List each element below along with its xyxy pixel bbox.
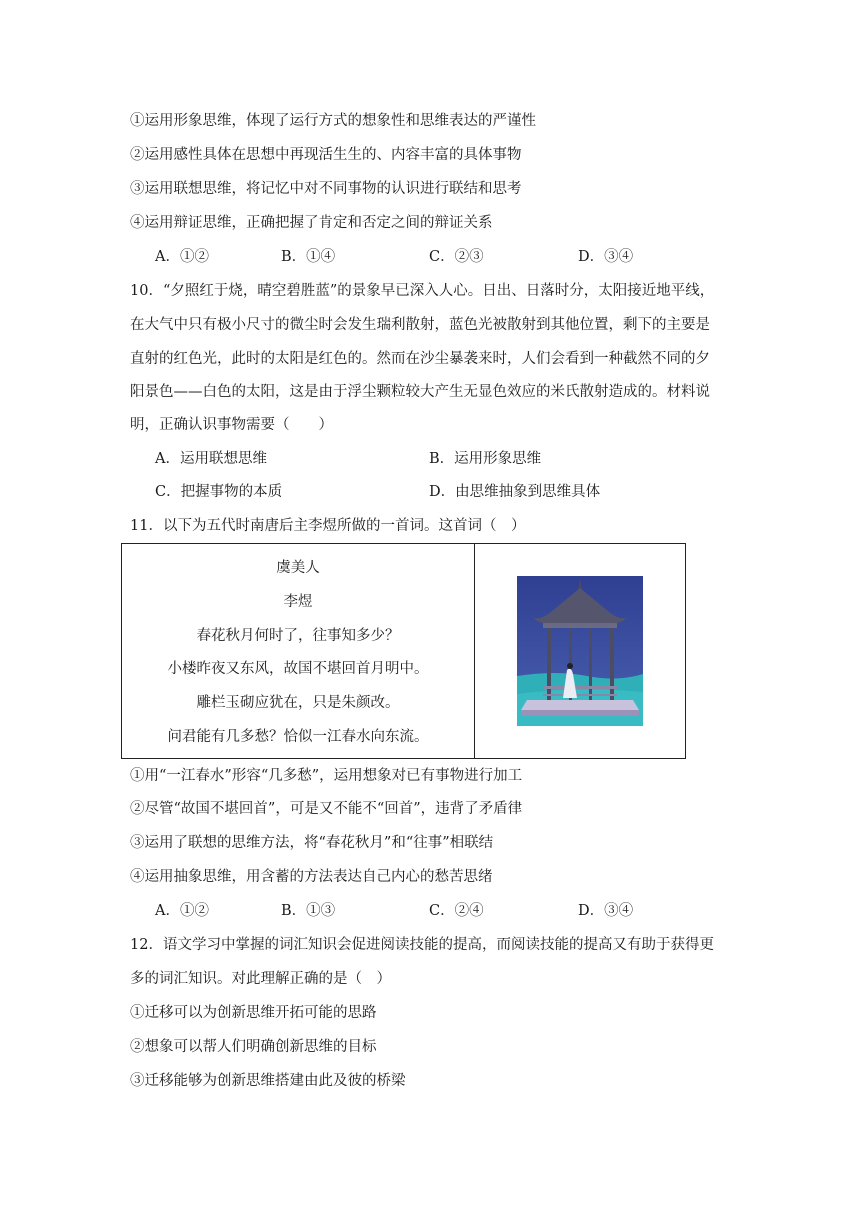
q9-choice-a: A．①② — [155, 249, 209, 265]
q12-option-2: ②想象可以帮人们明确创新思维的目标 — [130, 1039, 377, 1055]
q9-option-1: ①运用形象思维，体现了运行方式的想象性和思维表达的严谨性 — [130, 113, 536, 129]
q9-choice-d: D．③④ — [578, 249, 634, 265]
poem-line-2: 小楼昨夜又东风，故国不堪回首月明中。 — [167, 661, 429, 677]
poem-table — [121, 543, 686, 759]
q11-option-1: ①用“一江春水”形容“几多愁”，运用想象对已有事物进行加工 — [130, 768, 523, 784]
q11-choice-c: C．②④ — [429, 903, 484, 919]
q11-option-4: ④运用抽象思维，用含蓄的方法表达自己内心的愁苦思绪 — [130, 869, 493, 885]
q9-option-4: ④运用辩证思维，正确把握了肯定和否定之间的辩证关系 — [130, 215, 493, 231]
q10-stem-line-1: 10．“夕照红于烧，晴空碧胜蓝”的景象早已深入人心。日出、日落时分，太阳接近地平线， — [130, 283, 715, 299]
pavilion-illustration — [517, 576, 643, 726]
q9-option-2: ②运用感性具体在思想中再现活生生的、内容丰富的具体事物 — [130, 147, 522, 163]
poem-line-4: 问君能有几多愁？恰似一江春水向东流。 — [167, 729, 429, 745]
q10-stem-line-5: 明，正确认识事物需要（ ） — [130, 417, 333, 433]
q10-stem-line-4: 阳景色——白色的太阳，这是由于浮尘颗粒较大产生无显色效应的米氏散射造成的。材料说 — [130, 384, 710, 400]
q11-choice-b: B．①③ — [281, 903, 336, 919]
q11-option-3: ③运用了联想的思维方法，将“春花秋月”和“往事”相联结 — [130, 835, 494, 851]
q9-option-3: ③运用联想思维，将记忆中对不同事物的认识进行联结和思考 — [130, 181, 522, 197]
q10-stem-line-3: 直射的红色光，此时的太阳是红色的。然而在沙尘暴袭来时，人们会看到一种截然不同的夕 — [130, 351, 710, 367]
q12-stem-line-1: 12．语文学习中掌握的词汇知识会促进阅读技能的提高，而阅读技能的提高又有助于获得更 — [130, 937, 714, 953]
q12-stem-line-2: 多的词汇知识。对此理解正确的是（ ） — [130, 971, 391, 987]
poem-author: 李煜 — [283, 594, 313, 610]
q10-stem-line-2: 在大气中只有极小尺寸的微尘时会发生瑞利散射，蓝色光被散射到其他位置，剩下的主要是 — [130, 317, 710, 333]
poem-title: 虞美人 — [276, 560, 320, 576]
q9-choice-b: B．①④ — [281, 249, 336, 265]
q10-choice-c: C．把握事物的本质 — [155, 484, 283, 500]
poem-line-1: 春花秋月何时了，往事知多少？ — [196, 628, 400, 644]
q10-choice-a: A．运用联想思维 — [155, 451, 267, 467]
poem-table-divider — [474, 544, 475, 758]
q9-choice-c: C．②③ — [429, 249, 484, 265]
q12-option-1: ①迁移可以为创新思维开拓可能的思路 — [130, 1005, 377, 1021]
q11-choice-d: D．③④ — [578, 903, 634, 919]
poem-line-3: 雕栏玉砌应犹在，只是朱颜改。 — [196, 695, 400, 711]
q11-option-2: ②尽管“故国不堪回首”，可是又不能不“回首”，违背了矛盾律 — [130, 801, 523, 817]
q10-choice-b: B．运用形象思维 — [429, 451, 542, 467]
q12-option-3: ③迁移能够为创新思维搭建由此及彼的桥梁 — [130, 1073, 406, 1089]
q11-choice-a: A．①② — [155, 903, 209, 919]
q10-choice-d: D．由思维抽象到思维具体 — [429, 484, 601, 500]
q11-stem: 11．以下为五代时南唐后主李煜所做的一首词。这首词（ ） — [130, 518, 526, 534]
